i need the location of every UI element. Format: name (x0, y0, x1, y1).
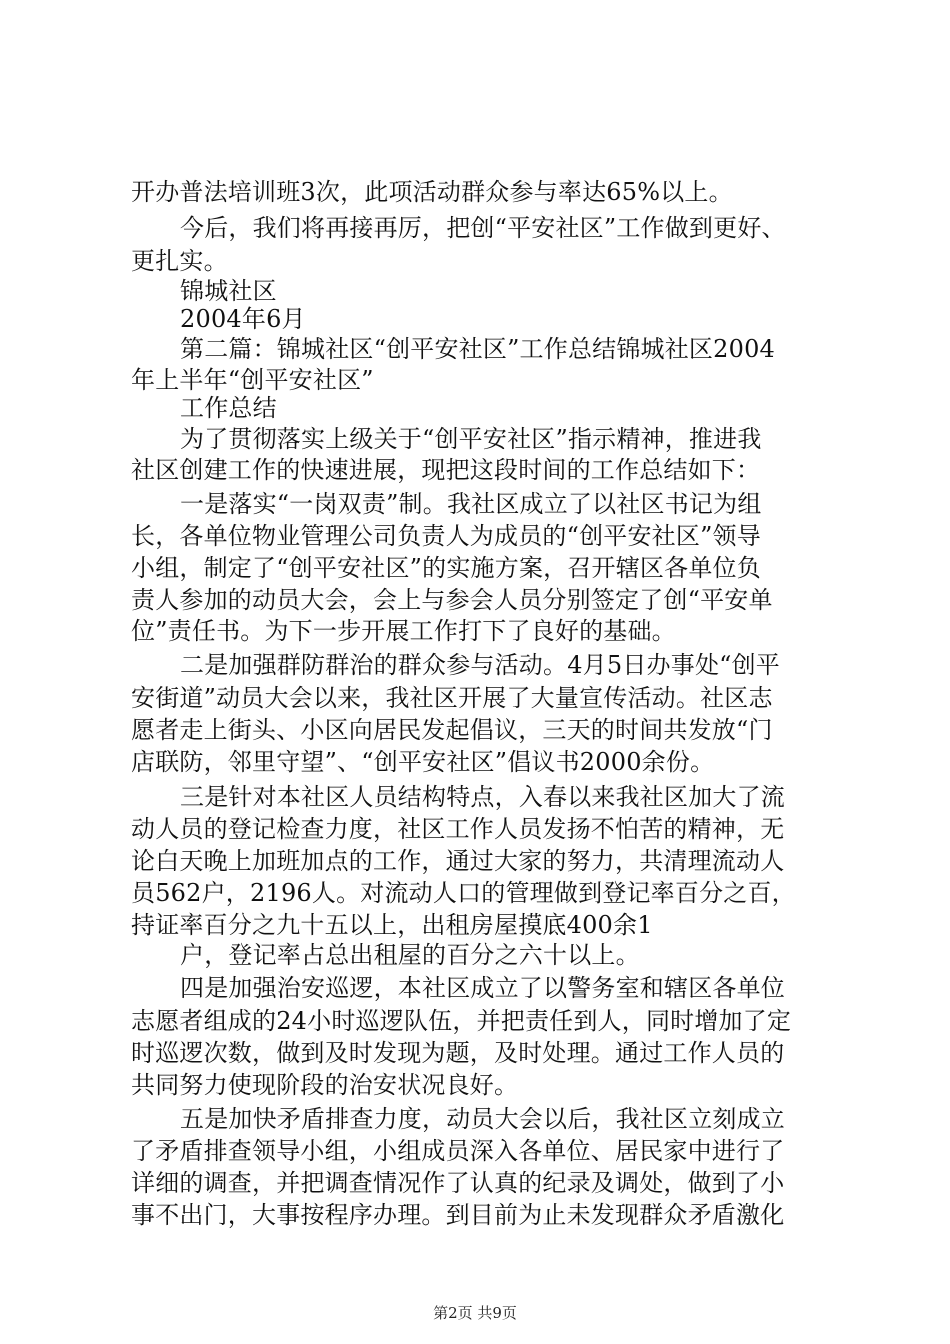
text-line: 长，各单位物业管理公司负责人为成员的“创平安社区”领导 (131, 522, 761, 550)
text-line: 动人员的登记检查力度，社区工作人员发扬不怕苦的精神，无 (131, 815, 785, 843)
text-line: 为了贯彻落实上级关于“创平安社区”指示精神，推进我 (180, 425, 762, 453)
text-line: 详细的调查，并把调查情况作了认真的纪录及调处，做到了小 (131, 1169, 785, 1197)
text-line: 四是加强治安巡逻，本社区成立了以警务室和辖区各单位 (180, 974, 785, 1002)
text-line: 时巡逻次数，做到及时发现为题，及时处理。通过工作人员的 (131, 1039, 785, 1067)
text-line: 了矛盾排查领导小组，小组成员深入各单位、居民家中进行了 (131, 1137, 785, 1165)
text-line: 社区创建工作的快速进展，现把这段时间的工作总结如下： (131, 456, 761, 484)
text-line: 店联防，邻里守望”、“创平安社区”倡议书2000余份。 (131, 748, 715, 776)
text-line: 论白天晚上加班加点的工作，通过大家的努力，共清理流动人 (131, 847, 785, 875)
text-line: 小组，制定了“创平安社区”的实施方案，召开辖区各单位负 (131, 554, 761, 582)
text-line: 2004年6月 (180, 305, 306, 333)
page-footer: 第2页 共9页 (433, 1304, 517, 1322)
text-line: 今后，我们将再接再厉，把创“平安社区”工作做到更好、 (180, 214, 786, 242)
text-line: 安街道”动员大会以来，我社区开展了大量宣传活动。社区志 (131, 684, 773, 712)
text-line: 愿者走上街头、小区向居民发起倡议，三天的时间共发放“门 (131, 716, 773, 744)
text-line: 锦城社区 (180, 277, 277, 305)
text-line: 五是加快矛盾排查力度，动员大会以后，我社区立刻成立 (180, 1105, 785, 1133)
text-line: 更扎实。 (131, 247, 228, 275)
text-line: 位”责任书。为下一步开展工作打下了良好的基础。 (131, 617, 676, 645)
text-line: 员562户，2196人。对流动人口的管理做到登记率百分之百， (131, 879, 796, 907)
text-line: 事不出门，大事按程序办理。到目前为止未发现群众矛盾激化 (131, 1201, 785, 1229)
text-line: 年上半年“创平安社区” (131, 366, 374, 394)
text-line: 志愿者组成的24小时巡逻队伍，并把责任到人，同时增加了定 (131, 1007, 792, 1035)
text-line: 共同努力使现阶段的治安状况良好。 (131, 1071, 519, 1099)
text-line: 三是针对本社区人员结构特点，入春以来我社区加大了流 (180, 783, 785, 811)
text-line: 一是落实“一岗双责”制。我社区成立了以社区书记为组 (180, 490, 762, 518)
text-line: 责人参加的动员大会，会上与参会人员分别签定了创“平安单 (131, 586, 773, 614)
text-line: 开办普法培训班3次，此项活动群众参与率达65%以上。 (131, 178, 733, 206)
text-line: 二是加强群防群治的群众参与活动。4月5日办事处“创平 (180, 651, 781, 679)
text-line: 持证率百分之九十五以上，出租房屋摸底400余1 (131, 911, 653, 939)
text-line: 工作总结 (180, 394, 277, 422)
text-line: 户，登记率占总出租屋的百分之六十以上。 (180, 941, 640, 969)
text-line: 第二篇：锦城社区“创平安社区”工作总结锦城社区2004 (180, 335, 776, 363)
